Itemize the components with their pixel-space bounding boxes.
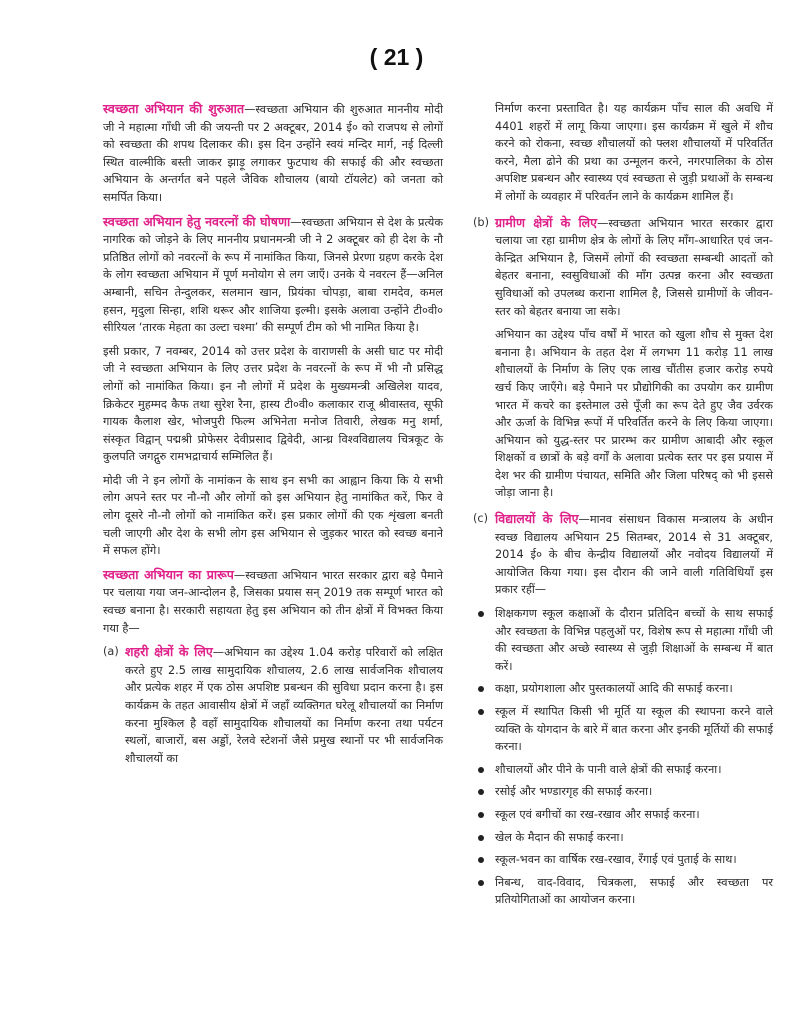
list-item (495, 783, 773, 801)
bullet-icon (478, 880, 484, 886)
list-item-text: शौचालयों और पीने के पानी वाले क्षेत्रों की सफाई करना। (495, 762, 722, 776)
body-schools: —मानव संसाधन विकास मन्त्रालय के अधीन स्वच्छ विद्यालय अभियान 25 सितम्बर, 2014 से 31 अक्टूबर, 2014 ई० के बीच केन्द्रीय विद्यालयों और नवोदय विद्यालयों में आयोजित किया गया। इस दौरान की जाने वाली गतिविधियाँ इस प्रकार रहीं— (495, 513, 773, 597)
paragraph-up-navratna: इसी प्रकार, 7 नवम्बर, 2014 को उत्तर प्रदेश के वाराणसी के असी घाट पर मोदी जी ने स्वच्छता अभियान के लिए उत्तर प्रदेश के नवरत्नों के रूप में भी नौ प्रसिद्ध लोगों को नामांकित किया। इन नौ लोगों में प्रदेश के मुख्यमन्त्री अखिलेश यादव, क्रिकेटर मुहम्मद कैफ तथा सुरेश रैना, हास्य टी०वी० कलाकार राजू श्रीवास्तव, सूफी गायक कैलाश खेर, भोजपुरी फिल्म अभिनेता मनोज तिवारी, लेखक मनु शर्मा, संस्कृत विद्वान् पद्मश्री प्रोफेसर देवीप्रसाद द्विवेदी, आन्ध्र विश्वविद्यालय चित्रकूट के कुलपति जगद्गुरु रामभद्राचार्य सम्मिलित हैं। (103, 344, 443, 464)
subsection-rural (473, 214, 773, 321)
bullet-icon (478, 789, 484, 795)
heading-framework: स्वच्छता अभियान का प्रारूप (103, 566, 234, 582)
list-item (495, 761, 773, 779)
list-item-text: कक्षा, प्रयोगशाला और पुस्तकालयों आदि की सफाई करना। (495, 682, 733, 696)
subsection-label-b: (b) (473, 215, 489, 229)
list-item-text: शिक्षकगण स्कूल कक्षाओं के दौरान प्रतिदिन बच्चों के साथ सफाई और स्वच्छता के विभिन्न पहलुओं पर, विशेष रूप से महात्मा गाँधी जी की स्वच्छता और अच्छे स्वास्थ्य से जुड़ी शिक्षाओं के सम्बन्ध में बात करें। (495, 607, 773, 673)
page-number: ( 21 ) (369, 44, 424, 70)
left-column (103, 100, 443, 773)
heading-urban: शहरी क्षेत्रों के लिए (125, 644, 213, 660)
list-item-text: स्कूल एवं बगीचों का रख-रखाव और सफाई करना। (495, 807, 700, 821)
heading-launch: स्वच्छता अभियान की शुरुआत (103, 101, 245, 116)
bullet-icon (478, 611, 484, 617)
body-urban-continued: निर्माण करना प्रस्तावित है। यह कार्यक्रम पाँच साल की अवधि में 4401 शहरों में लागू किया जाएगा। इस कार्यक्रम में खुले में शौच करने को रोकना, स्वच्छ शौचालयों को फ्लश शौचालयों में परिवर्तित करने, मैला ढोने की प्रथा का उन्मूलन करने, नगरपालिका के ठोस अपशिष्ट प्रबन्धन और स्वास्थ्य एवं स्वच्छता से जुड़ी प्रथाओं के सम्बन्ध में लोगों के व्यवहार में परिवर्तन लाने के कार्यक्रम शामिल हैं। (495, 102, 773, 203)
subsection-urban (103, 643, 443, 767)
body-urban: —अभियान का उद्देश्य 1.04 करोड़ परिवारों को लक्षित करते हुए 2.5 लाख सामुदायिक शौचालय, 2.6 लाख सार्वजनिक शौचालय और प्रत्येक शहर में एक ठोस अपशिष्ट प्रबन्धन की सुविधा प्रदान करना है। इस कार्यक्रम के तहत आवासीय क्षेत्रों में जहाँ व्यक्तिगत घरेलू शौचालयों का निर्माण करना मुश्किल है वहाँ सामुदायिक शौचालयों का निर्माण करना तथा पर्यटन स्थलों, बाजारों, बस अड्डों, रेलवे स्टेशनों जैसे प्रमुख स्थानों पर भी सार्वजनिक शौचालयों का (125, 646, 443, 765)
body-framework: —स्वच्छता अभियान भारत सरकार द्वारा बड़े पैमाने पर चलाया गया जन-आन्दोलन है, जिसका प्रयास सन् 2019 तक सम्पूर्ण भारत को स्वच्छ बनाना है। सरकारी सहायता हेतु इस अभियान को तीन क्षेत्रों में विभक्त किया गया है— (103, 568, 444, 635)
right-column (473, 100, 793, 914)
bullet-icon (478, 812, 484, 818)
subsection-schools (473, 510, 773, 599)
section-framework (103, 566, 443, 637)
bullet-icon (478, 709, 484, 715)
body-navratna: —स्वच्छता अभियान से देश के प्रत्येक नागरिक को जोड़ने के लिए माननीय प्रधानमन्त्री जी ने 2 अक्टूबर को ही देश के नौ प्रतिष्ठित लोगों को नवरत्नों के रूप में नामांकित किया, जिनसे प्रेरणा ग्रहण करके देश के लोग स्वच्छता अभियान में पूर्ण मनोयोग से लग जाएँ। उनके ये नवरत्न हैं—अनिल अम्बानी, सचिन तेन्दुलकर, सलमान खान, प्रियंका चोपड़ा, बाबा रामदेव, कमल हसन, मृदुला सिन्हा, शशि थरूर और शाजिया इल्मी। इसके अलावा उन्होंने टी०वी० सीरियल ‘तारक मेहता का उल्टा चश्मा’ की सम्पूर्ण टीम को भी नामित किया है। (103, 215, 443, 335)
list-item-text: निबन्ध, वाद-विवाद, चित्रकला, सफाई और स्वच्छता पर प्रतियोगिताओं का आयोजन करना। (495, 875, 773, 907)
list-item (495, 851, 773, 869)
paragraph-nomination-chain: मोदी जी ने इन लोगों के नामांकन के साथ इन सभी का आह्वान किया कि ये सभी लोग अपने स्तर पर नौ-नौ और लोगों को इस अभियान हेतु नामांकित करें, फिर वे लोग दूसरे नौ-नौ लोगों को नामांकित करें। इस प्रकार लोगों की एक शृंखला बनती चली जाएगी और देश के सभी लोग इस अभियान से जुड़कर भारत को स्वच्छ बनाने में सफल होंगे। (103, 473, 443, 558)
list-item-text: स्कूल में स्थापित किसी भी मूर्ति या स्कूल की स्थापना करने वाले व्यक्ति के योगदान के बारे में बात करना और इनकी मूर्तियों की सफाई करना। (495, 705, 773, 754)
section-launch (103, 100, 443, 207)
list-item (495, 605, 773, 675)
list-item-text: स्कूल-भवन का वार्षिक रख-रखाव, रँगाई एवं पुताई के साथ। (495, 853, 737, 867)
list-item (495, 806, 773, 824)
list-item (495, 829, 773, 847)
body-rural: —स्वच्छता अभियान भारत सरकार द्वारा चलाया जा रहा ग्रामीण क्षेत्र के लोगों के लिए माँग-आधारित एवं जन-केन्द्रित अभियान है, जिसमें लोगों की स्वच्छता सम्बन्धी आदतों को बेहतर बनाना, स्वसुविधाओं की माँग उत्पन्न करना और स्वच्छता सुविधाओं को उपलब्ध कराना शामिल है, जिससे ग्रामीणों के जीवन-स्तर को बेहतर बनाया जा सके। (495, 216, 774, 318)
bullet-icon (478, 686, 484, 692)
bullet-icon (478, 857, 484, 863)
bullet-icon (478, 767, 484, 773)
paragraph-rural-goal: अभियान का उद्देश्य पाँच वर्षों में भारत को खुला शौच से मुक्त देश बनाना है। अभियान के तहत देश में लगभग 11 करोड़ 11 लाख शौचालयों के निर्माण के लिए एक लाख चौंतीस हजार करोड़ रुपये खर्च किए जाएँगे। बड़े पैमाने पर प्रौद्योगिकी का उपयोग कर ग्रामीण भारत में कचरे का इस्तेमाल उसे पूँजी का रूप देते हुए जैव उर्वरक और ऊर्जा के विभिन्न रूपों में परिवर्तित करने के लिए किया जाएगा। अभियान को युद्ध-स्तर पर प्रारम्भ कर ग्रामीण आबादी और स्कूल शिक्षकों व छात्रों के बड़े वर्गों के अलावा प्रत्येक स्तर पर इस प्रयास में देश भर की ग्रामीण पंचायत, समिति और जिला परिषद् को भी इससे जोड़ा जाना है। (495, 328, 773, 500)
subsection-label-a: (a) (103, 645, 119, 659)
list-item (495, 703, 773, 756)
list-item-text: खेल के मैदान की सफाई करना। (495, 830, 624, 844)
heading-rural: ग्रामीण क्षेत्रों के लिए (495, 214, 598, 230)
section-navratna (103, 213, 443, 337)
heading-schools: विद्यालयों के लिए (495, 511, 579, 527)
school-activities-list (473, 605, 773, 909)
list-item (495, 874, 773, 909)
list-item (495, 680, 773, 698)
list-item-text: रसोई और भण्डारगृह की सफाई करना। (495, 785, 653, 799)
heading-navratna: स्वच्छता अभियान हेतु नवरत्नों की घोषणा (103, 213, 291, 229)
subsection-label-c: (c) (473, 512, 489, 526)
bullet-icon (478, 835, 484, 841)
subsection-urban-continued (473, 100, 773, 206)
body-launch: —स्वच्छता अभियान की शुरुआत माननीय मोदी जी ने महात्मा गाँधी जी की जयन्ती पर 2 अक्टूबर, 2014 ई० को राजपथ से लोगों को स्वच्छता की शपथ दिलाकर की। इस दिन उन्होंने स्वयं मन्दिर मार्ग, नई दिल्ली स्थित वाल्मीकि बस्ती जाकर झाड़ू लगाकर फुटपाथ की सफाई की और स्वच्छता अभियान के अन्तर्गत बने पहले जैविक शौचालय (बायो टॉयलेट) को जनता को समर्पित किया। (103, 103, 443, 204)
